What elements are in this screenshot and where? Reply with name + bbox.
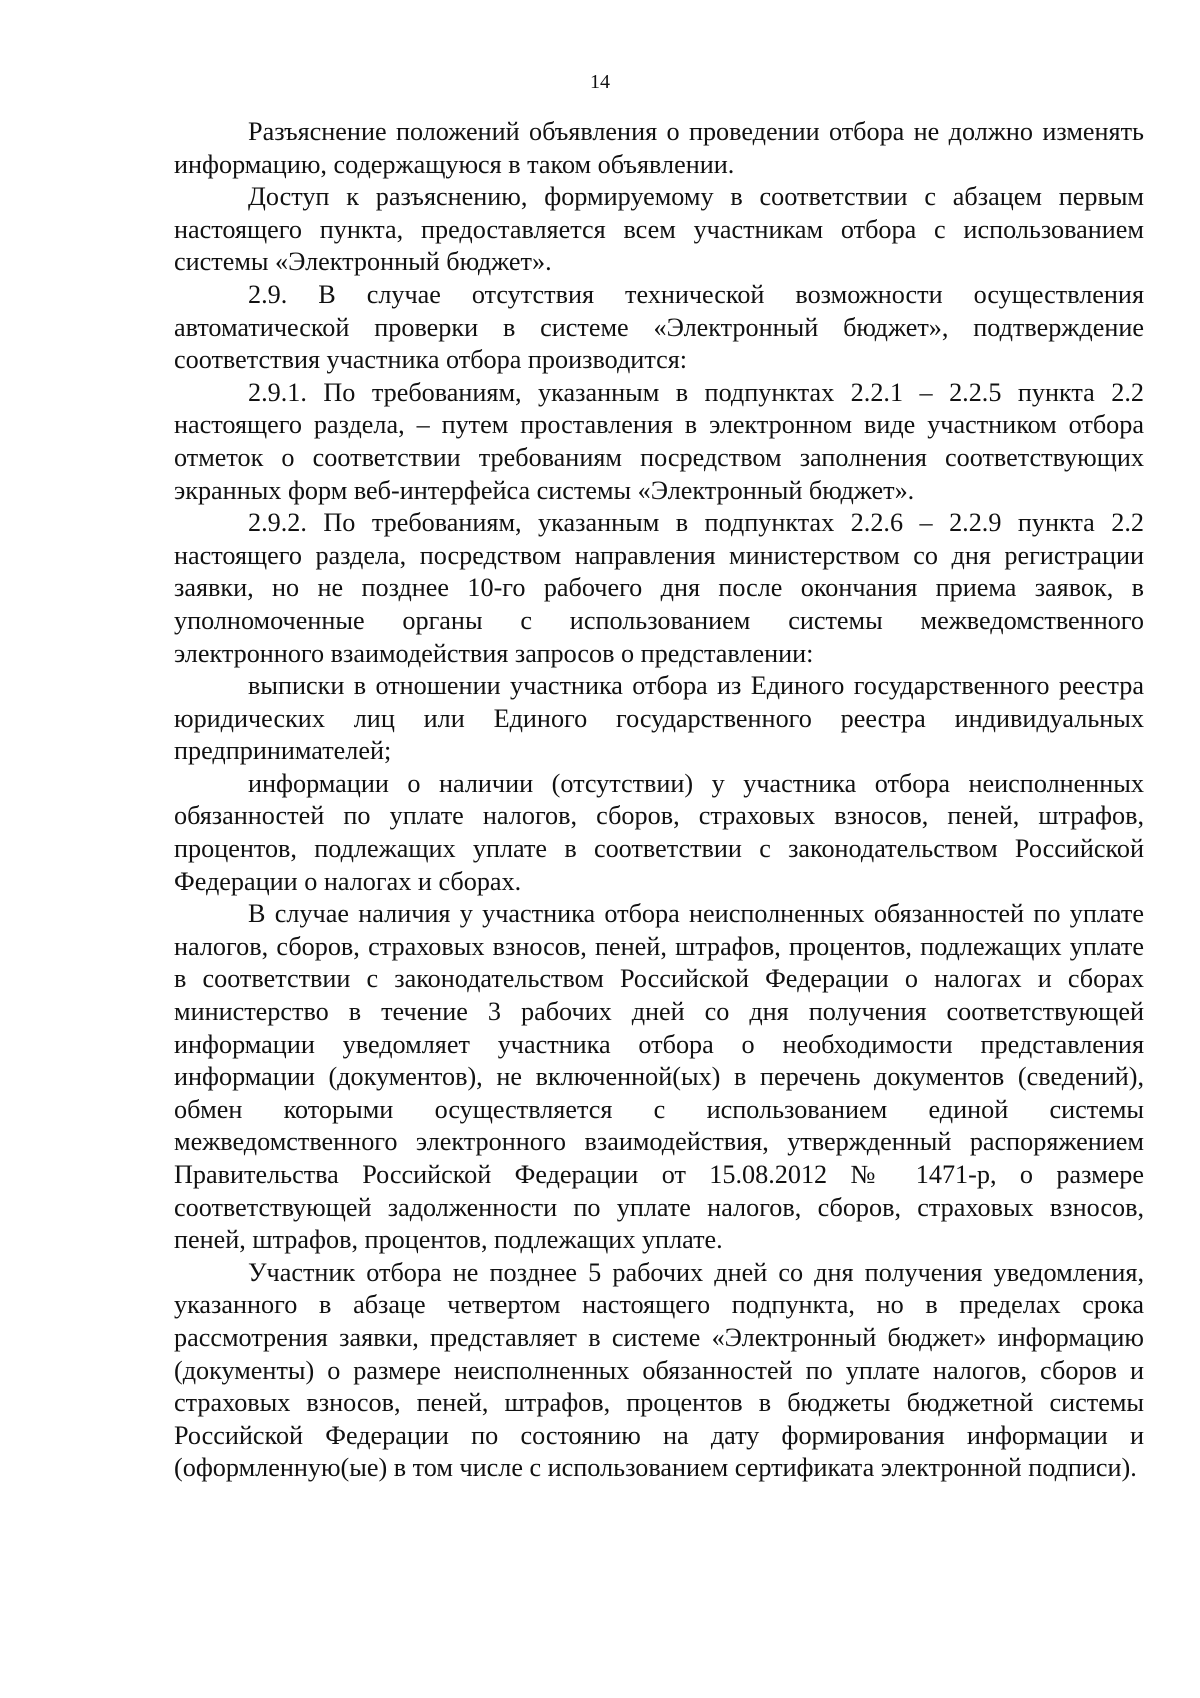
paragraph-participant-response: Участник отбора не позднее 5 рабочих дней со дня получения уведомления, указанного в абзаце четвертом настоящего подпункта, но в пределах срока рассмотрения заявки, представляет в системе «Электронный бюджет» информацию (документы) о размере неисполненных обязанностей по уплате налогов, сборов и страховых взносов, пеней, штрафов, процентов в бюджеты бюджетной системы Российской Федерации по состоянию на дату формирования информации и (оформленную(ые) в том числе с использованием сертификата электронной подписи). [174, 1257, 1144, 1483]
paragraph-clarification-access: Доступ к разъяснению, формируемому в соответствии с абзацем первым настоящего пункта, предоставляется всем участникам отбора с использованием системы «Электронный бюджет». [174, 182, 1144, 277]
paragraph-clarification-scope: Разъяснение положений объявления о проведении отбора не должно изменять информацию, содержащуюся в таком объявлении. [174, 117, 1144, 179]
paragraph-debt-notification: В случае наличия у участника отбора неисполненных обязанностей по уплате налогов, сборов, страховых взносов, пеней, штрафов, процентов, подлежащих уплате в соответствии с законодательством Российской Федерации о налогах и сборах министерство в течение 3 рабочих дней со дня получения соответствующей информации уведомляет участника отбора о необходимости представления информации (документов), не включенной(ых) в перечень документов (сведений), обмен которыми осуществляется с использованием единой системы межведомственного электронного взаимодействия, утвержденный распоряжением Правительства Российской Федерации от 15.08.2012 № 1471-р, о размере соответствующей задолженности по уплате налогов, сборов, страховых взносов, пеней, штрафов, процентов, подлежащих уплате. [174, 899, 1144, 1255]
paragraph-2-9-1: 2.9.1. По требованиям, указанным в подпунктах 2.2.1 – 2.2.5 пункта 2.2 настоящего раздела, – путем проставления в электронном виде участником отбора отметок о соответствии требованиям посредством заполнения соответствующих экранных форм веб-интерфейса системы «Электронный бюджет». [174, 377, 1144, 505]
paragraph-2-9: 2.9. В случае отсутствия технической возможности осуществления автоматической проверки в системе «Электронный бюджет», подтверждение соответствия участника отбора производится: [174, 279, 1144, 375]
paragraph-registry-extract: выписки в отношении участника отбора из Единого государственного реестра юридических лиц или Единого государственного реестра индивидуальных предпринимателей; [174, 671, 1144, 766]
paragraph-2-9-2: 2.9.2. По требованиям, указанным в подпунктах 2.2.6 – 2.2.9 пункта 2.2 настоящего раздела, посредством направления министерством со дня регистрации заявки, но не позднее 10-го рабочего дня после окончания приема заявок, в уполномоченные органы с использованием системы межведомственного электронного взаимодействия запросов о представлении: [174, 508, 1144, 668]
page-number: 14 [590, 71, 610, 93]
document-body [174, 116, 1144, 1485]
paragraph-tax-debt-info: информации о наличии (отсутствии) у участника отбора неисполненных обязанностей по уплате налогов, сборов, страховых взносов, пеней, штрафов, процентов, подлежащих уплате в соответствии с законодательством Российской Федерации о налогах и сборах. [174, 768, 1144, 896]
